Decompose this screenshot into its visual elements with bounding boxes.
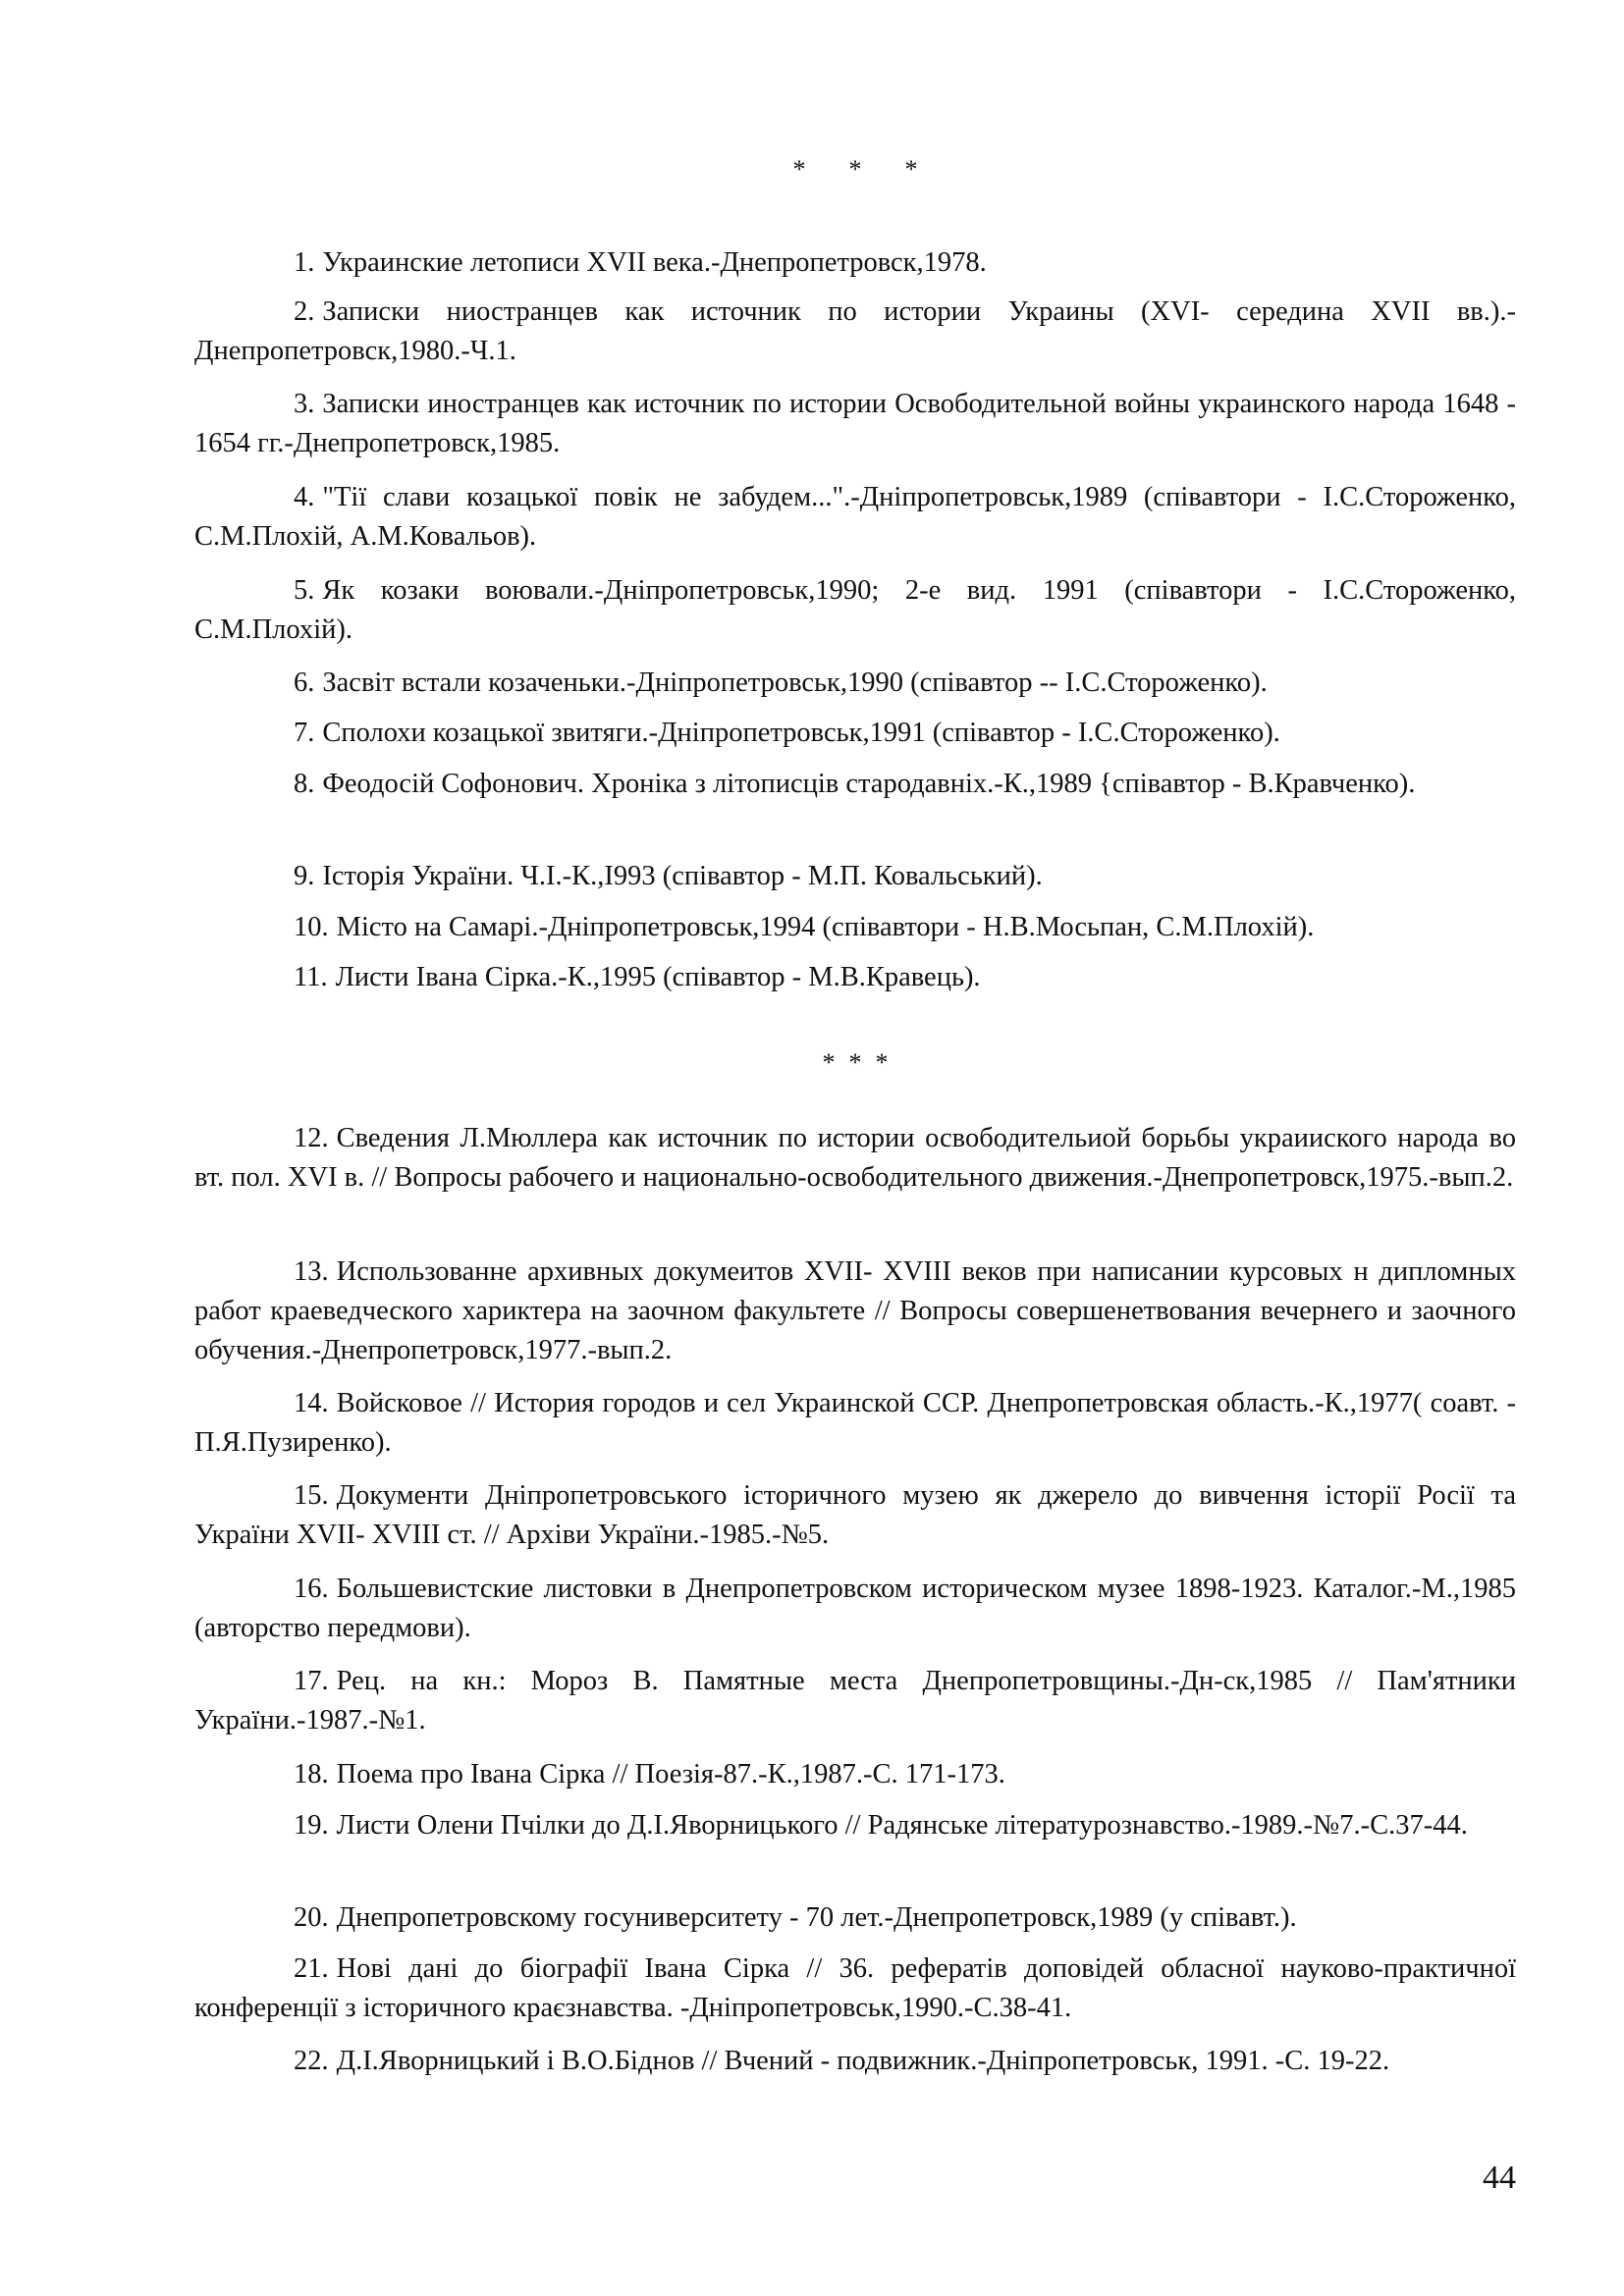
entry-number: 4. — [294, 482, 315, 512]
entry-number: 11. — [294, 962, 328, 992]
entry-number: 12. — [294, 1123, 329, 1153]
asterisk: * — [822, 1048, 836, 1077]
entry-text: Сведения Л.Мюллера как источник по истории освободительиой борьбы украииского народа во вт. пол. XVI в. // Вопросы рабочего и национально-освободительного движения.-Днепропетровск,1975.-вып.2. — [194, 1123, 1516, 1193]
bibliography-entry — [194, 958, 1516, 997]
bibliography-entry — [194, 385, 1516, 463]
entry-number: 2. — [294, 296, 315, 327]
entry-number: 15. — [294, 1480, 329, 1511]
entry-number: 3. — [294, 389, 315, 419]
entry-text: Днепропетровскому госуниверситету - 70 лет.-Днепропетровск,1989 (у співавт.). — [336, 1902, 1297, 1933]
entry-number: 13. — [294, 1256, 329, 1287]
bibliography-entry — [194, 714, 1516, 753]
bibliography-entry — [194, 571, 1516, 650]
section-separator-top — [194, 155, 1516, 185]
asterisk: * — [904, 155, 918, 184]
entry-number: 19. — [294, 1810, 329, 1841]
bibliography-entry — [194, 1949, 1516, 2028]
entry-text: Нові дані до біографії Івана Сірка // 36. рефератів доповідей обласної науково-практичної конференції з історичного краєзнавства. -Дніпропетровськ,1990.-С.38-41. — [194, 1953, 1516, 2023]
bibliography-entry — [194, 478, 1516, 557]
bibliography-entry — [194, 1253, 1516, 1370]
bibliography-entry — [194, 1806, 1516, 1845]
asterisk: * — [792, 155, 806, 184]
entry-text: Феодосій Софонович. Хроніка з літописців стародавніх.-К.,1989 {співавтор - В.Кравченко). — [322, 769, 1416, 799]
entry-number: 9. — [294, 861, 315, 891]
entry-number: 20. — [294, 1902, 329, 1933]
bibliography-entry — [194, 908, 1516, 947]
bibliography-entry — [194, 293, 1516, 371]
entry-text: Войсковое // История городов и сел Украинской ССР. Днепропетровская область.-К.,1977( соавт. - П.Я.Пузиренко). — [194, 1388, 1516, 1458]
entry-text: Листи Івана Сірка.-К.,1995 (співавтор - М.В.Кравець). — [335, 962, 981, 992]
entry-number: 21. — [294, 1953, 329, 1984]
entry-number: 8. — [294, 769, 315, 799]
entry-text: Поема про Івана Сірка // Поезія-87.-К.,1987.-С. 171-173. — [336, 1759, 1005, 1789]
entry-text: Сполохи козацької звитяги.-Дніпропетровськ,1991 (співавтор - І.С.Стороженко). — [322, 718, 1280, 748]
entry-text: Документи Дніпропетровського історичного музею як джерело до вивчення історії Росії та України XVII- XVIII ст. // Архіви України.-1985.-№5. — [194, 1480, 1516, 1550]
entry-number: 17. — [294, 1666, 329, 1696]
entry-text: Большевистские листовки в Днепропетровском историческом музее 1898-1923. Каталог.-М.,1985 (авторство передмови). — [194, 1574, 1516, 1643]
entry-text: Історія України. Ч.І.-К.,І993 (співавтор - М.П. Ковальський). — [322, 861, 1043, 891]
entry-text: Использованне архивных докумeитов XVII- XVIII веков при написании курсовых н дипломных работ краеведческого хариктера на заочном факультете // Вопросы совершенетвования вечернего и заочного обучения.-Днепропетровск,1977.-вып.2. — [194, 1256, 1516, 1365]
page-number: 44 — [1483, 2160, 1516, 2196]
asterisk: * — [848, 1048, 862, 1077]
entry-text: Засвіт встали козаченьки.-Дніпропетровськ,1990 (співавтор -- І.С.Стороженко). — [322, 667, 1268, 698]
entry-number: 14. — [294, 1388, 329, 1418]
bibliography-entry — [194, 2042, 1516, 2081]
asterisk: * — [875, 1048, 889, 1077]
bibliography-entry — [194, 857, 1516, 896]
bibliography-entry — [194, 1119, 1516, 1198]
entry-text: Як козаки воювали.-Дніпропетровськ,1990; 2-е вид. 1991 (співавтори - І.С.Стороженко, С.М.Плохій). — [194, 575, 1516, 645]
bibliography-entry — [194, 1755, 1516, 1794]
entry-text: Листи Олени Пчілки до Д.І.Яворницького // Радянське літературознавство.-1989.-№7.-С.37-44. — [336, 1810, 1468, 1841]
section-separator-middle — [194, 1048, 1516, 1078]
bibliography-entry — [194, 1662, 1516, 1740]
entry-text: "Тії слави козацької повік не забудем...".-Дніпропетровськ,1989 (співавтори - І.С.Стороженко, С.М.Плохій, А.М.Ковальов). — [194, 482, 1516, 552]
bibliography-entry — [194, 664, 1516, 703]
entry-number: 5. — [294, 575, 315, 606]
entry-number: 1. — [294, 247, 315, 278]
entry-number: 10. — [294, 912, 329, 942]
entry-number: 7. — [294, 718, 315, 748]
entry-text: Украинские летописи XVII века.-Днепропетровск,1978. — [322, 247, 987, 278]
entry-number: 6. — [294, 667, 315, 698]
entry-text: Рец. на кн.: Мороз В. Памятные места Днепропетровщины.-Дн-ск,1985 // Пам'ятники України.-1987.-№1. — [194, 1666, 1516, 1735]
bibliography-entry — [194, 1898, 1516, 1938]
entry-text: Місто на Самарі.-Дніпропетровськ,1994 (співавтори - Н.В.Мосьпан, С.М.Плохій). — [336, 912, 1315, 942]
entry-text: Записки иностранцев как источник по истории Освободительной войны украинского народа 1648 - 1654 гг.-Днепропетровск,1985. — [194, 389, 1516, 458]
entry-text: Записки ниостранцев как источник по истории Украины (XVI- середина XVII вв.).-Днепропетровск,1980.-Ч.1. — [194, 296, 1516, 366]
entry-number: 22. — [294, 2046, 329, 2076]
bibliography-entry — [194, 1384, 1516, 1463]
bibliography-entry — [194, 1570, 1516, 1648]
entry-number: 16. — [294, 1574, 329, 1604]
bibliography-entry — [194, 765, 1516, 804]
bibliography-entry — [194, 243, 1516, 283]
entry-text: Д.І.Яворницький і В.О.Біднов // Вчений - подвижник.-Дніпропетровськ, 1991. -С. 19-22. — [336, 2046, 1390, 2076]
bibliography-entry — [194, 1476, 1516, 1555]
asterisk: * — [848, 155, 862, 184]
entry-number: 18. — [294, 1759, 329, 1789]
